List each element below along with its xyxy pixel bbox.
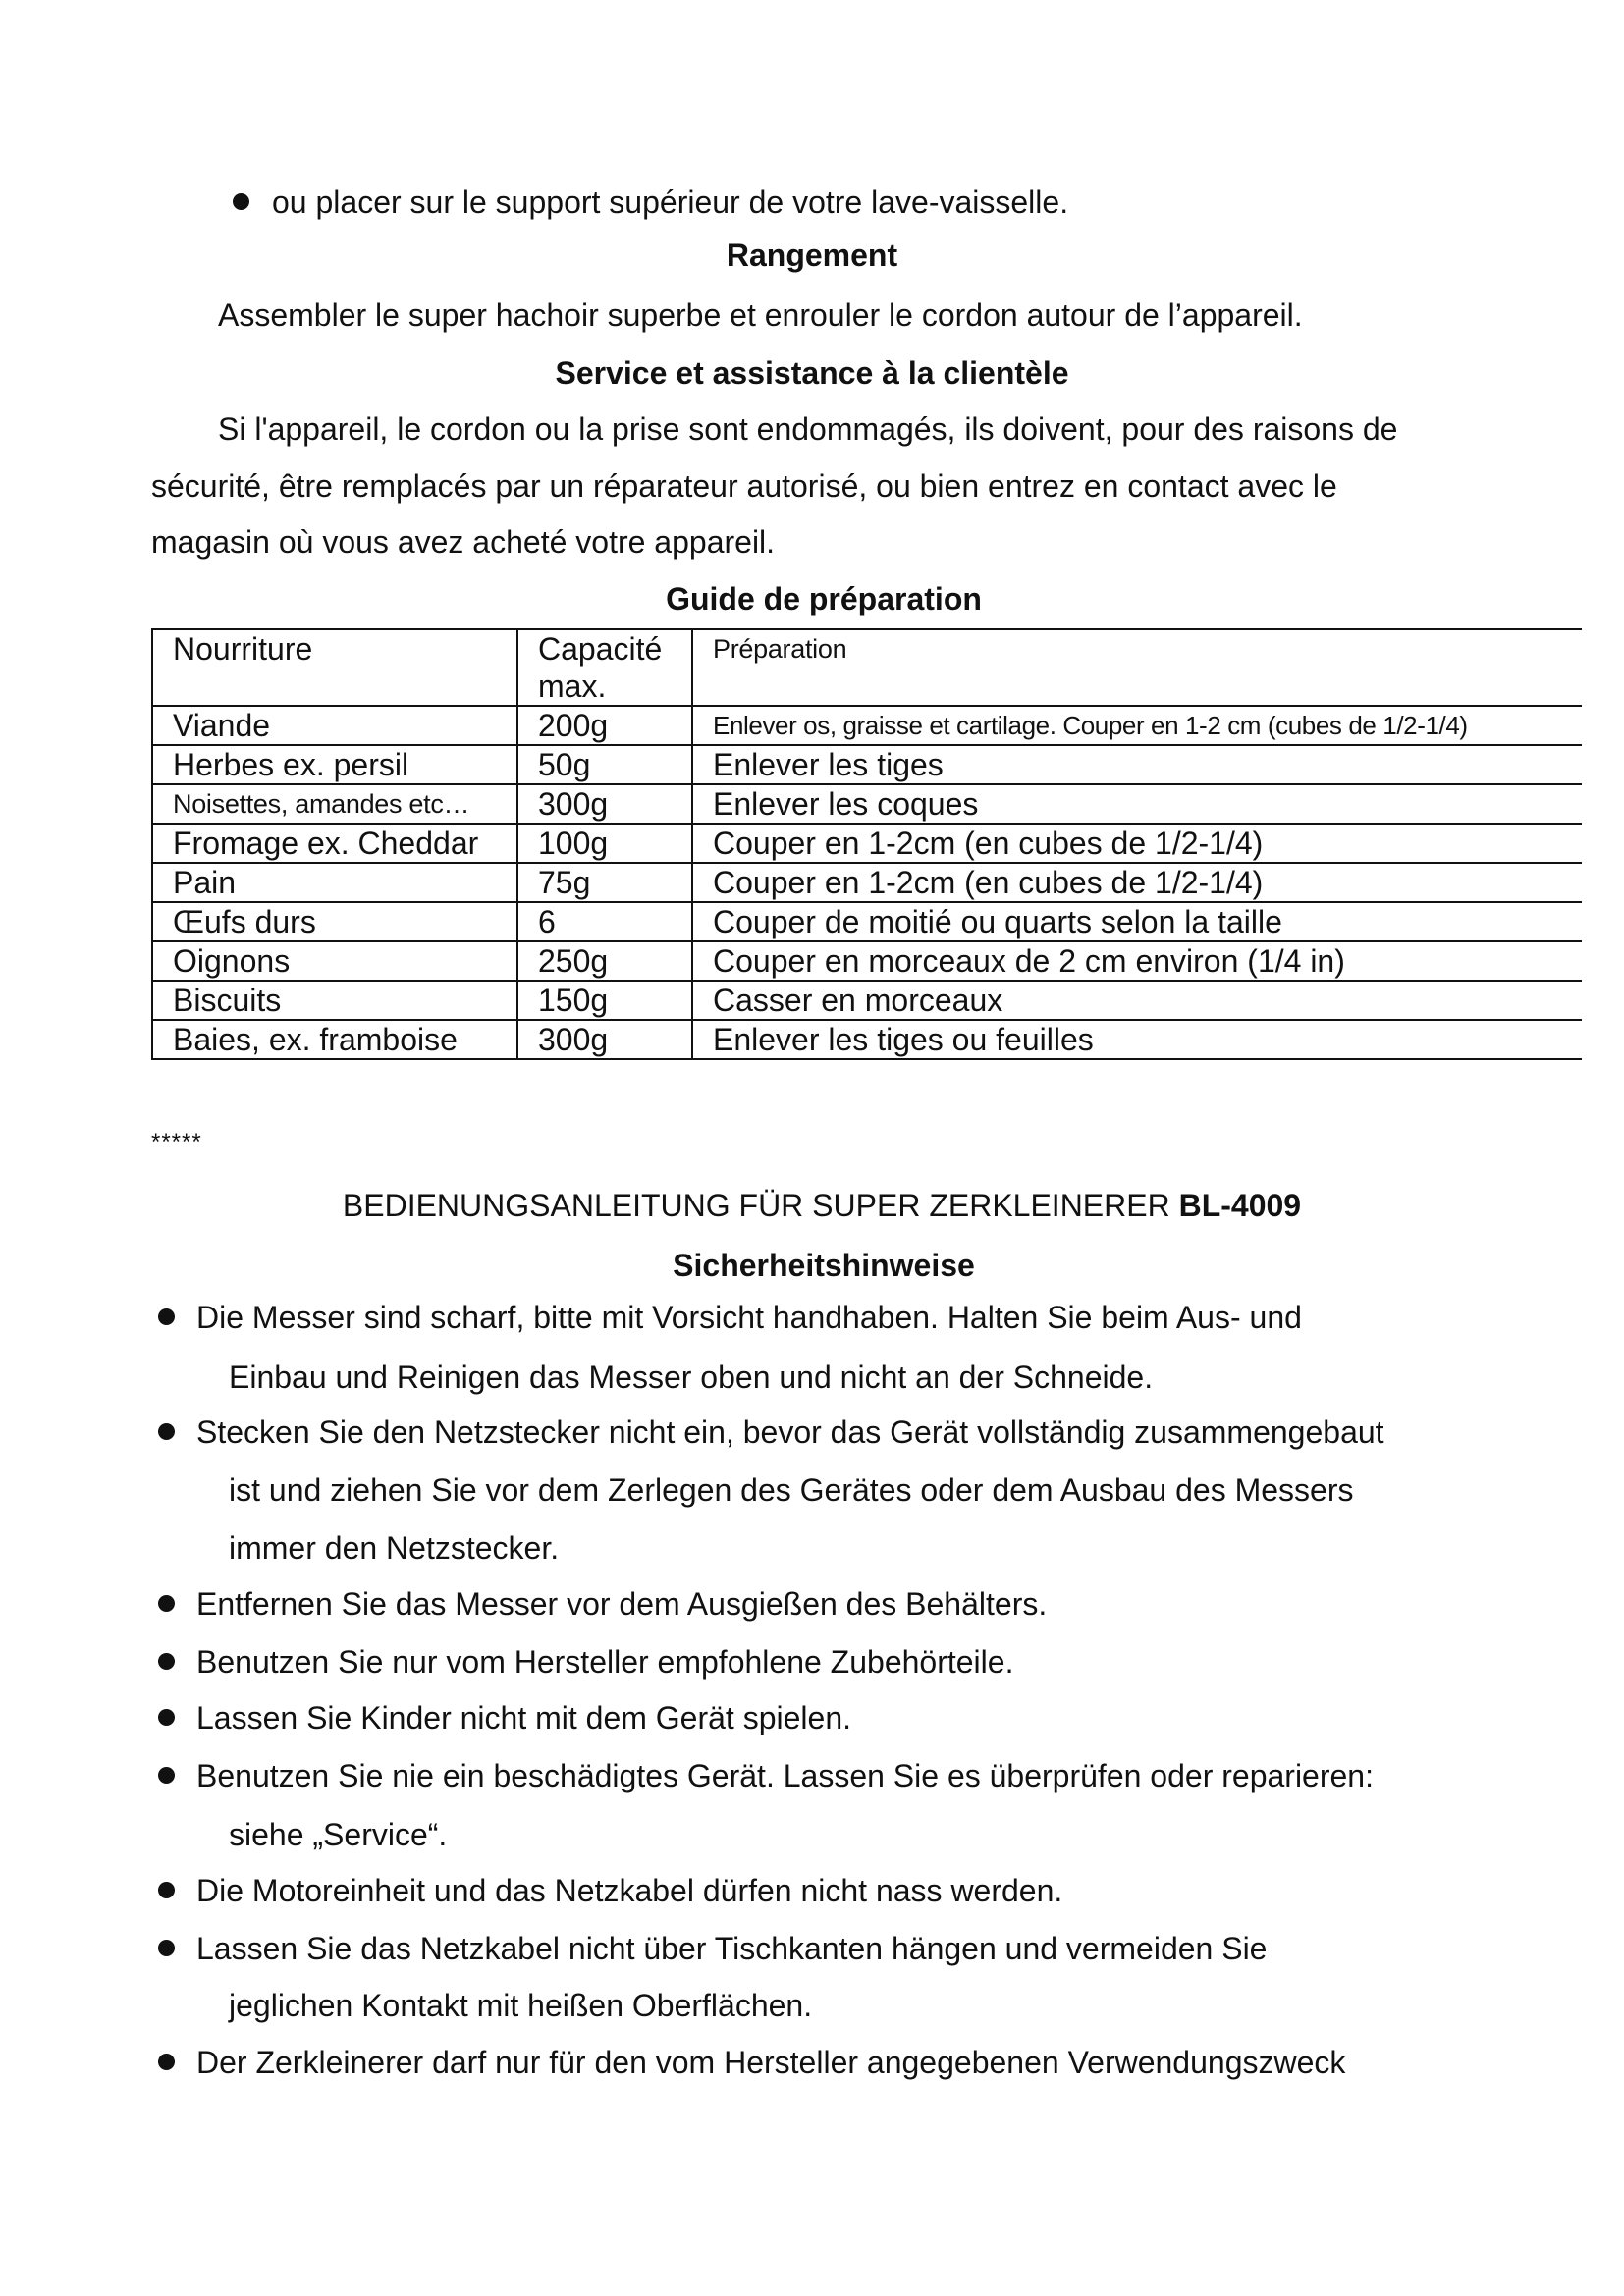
- cell-food: Oignons: [152, 941, 517, 981]
- cell-capacity: 150g: [517, 981, 692, 1020]
- rangement-text: Assembler le super hachoir superbe et enrouler le cordon autour de l’appareil.: [218, 297, 1303, 333]
- safety-bullet-8-line-2: jeglichen Kontakt mit heißen Oberflächen.: [229, 1988, 813, 2023]
- bullet-dot: [158, 1767, 175, 1784]
- table-row: [152, 784, 1582, 824]
- table-row: [152, 941, 1582, 981]
- safety-bullet-2-line-3: immer den Netzstecker.: [229, 1530, 560, 1566]
- service-line-2: sécurité, être remplacés par un réparateur autorisé, ou bien entrez en contact avec le: [151, 468, 1337, 504]
- section-separator: *****: [151, 1129, 202, 1155]
- cell-capacity: 250g: [517, 941, 692, 981]
- safety-bullet-9: Der Zerkleinerer darf nur für den vom Hersteller angegebenen Verwendungszweck: [196, 2045, 1346, 2080]
- cell-preparation: Couper en 1-2cm (en cubes de 1/2-1/4): [692, 863, 1582, 902]
- cell-capacity: 50g: [517, 745, 692, 784]
- bullet-dot: [158, 1423, 175, 1440]
- model-number: BL-4009: [1178, 1188, 1302, 1223]
- cell-preparation: Casser en morceaux: [692, 981, 1582, 1020]
- bullet-dot: [233, 193, 249, 210]
- manual-title-text: BEDIENUNGSANLEITUNG FÜR SUPER ZERKLEINERER: [342, 1188, 1170, 1223]
- rangement-title: Rangement: [726, 238, 898, 273]
- safety-title: Sicherheitshinweise: [673, 1248, 975, 1283]
- safety-bullet-4: Benutzen Sie nur vom Hersteller empfohlene Zubehörteile.: [196, 1644, 1014, 1680]
- table-row: [152, 824, 1582, 863]
- service-line-3: magasin où vous avez acheté votre appareil.: [151, 524, 776, 560]
- bullet-dot: [158, 1308, 175, 1325]
- service-line-1: Si l'appareil, le cordon ou la prise sont endommagés, ils doivent, pour des raisons de: [218, 411, 1398, 447]
- header-food: Nourriture: [152, 629, 517, 706]
- table-row: [152, 745, 1582, 784]
- cell-capacity: 6: [517, 902, 692, 941]
- bullet-dot: [158, 1653, 175, 1670]
- safety-bullet-3: Entfernen Sie das Messer vor dem Ausgießen des Behälters.: [196, 1586, 1048, 1622]
- cell-capacity: 300g: [517, 784, 692, 824]
- table-row: [152, 706, 1582, 745]
- cell-food: Herbes ex. persil: [152, 745, 517, 784]
- safety-bullet-1-line-1: Die Messer sind scharf, bitte mit Vorsicht handhaben. Halten Sie beim Aus- und: [196, 1300, 1302, 1335]
- preparation-table: [151, 628, 1582, 1060]
- header-capacity: [517, 629, 692, 706]
- cell-capacity: 75g: [517, 863, 692, 902]
- safety-bullet-2-line-2: ist und ziehen Sie vor dem Zerlegen des Gerätes oder dem Ausbau des Messers: [229, 1472, 1354, 1508]
- manual-title: [10, 1186, 1624, 1225]
- table-row: [152, 863, 1582, 902]
- cell-food: Fromage ex. Cheddar: [152, 824, 517, 863]
- cell-food: Viande: [152, 706, 517, 745]
- fr-bullet-dishwasher: ou placer sur le support supérieur de votre lave-vaisselle.: [272, 185, 1069, 220]
- cell-preparation: Couper en 1-2cm (en cubes de 1/2-1/4): [692, 824, 1582, 863]
- table-header-row: [152, 629, 1582, 706]
- bullet-dot: [158, 1940, 175, 1956]
- safety-bullet-6-line-1: Benutzen Sie nie ein beschädigtes Gerät. Lassen Sie es überprüfen oder reparieren:: [196, 1758, 1374, 1793]
- bullet-dot: [158, 1595, 175, 1612]
- cell-preparation: Enlever les tiges: [692, 745, 1582, 784]
- table-row: [152, 1020, 1582, 1059]
- cell-capacity: 300g: [517, 1020, 692, 1059]
- header-preparation: Préparation: [692, 629, 1582, 706]
- cell-food: Biscuits: [152, 981, 517, 1020]
- table-row: [152, 981, 1582, 1020]
- cell-preparation: Couper en morceaux de 2 cm environ (1/4 in): [692, 941, 1582, 981]
- cell-food: Pain: [152, 863, 517, 902]
- header-capacity-line2: max.: [538, 668, 607, 704]
- cell-food: Baies, ex. framboise: [152, 1020, 517, 1059]
- cell-food: Œufs durs: [152, 902, 517, 941]
- safety-bullet-2-line-1: Stecken Sie den Netzstecker nicht ein, bevor das Gerät vollständig zusammengebaut: [196, 1415, 1384, 1450]
- bullet-dot: [158, 1882, 175, 1898]
- bullet-dot: [158, 1709, 175, 1726]
- table-row: [152, 902, 1582, 941]
- safety-bullet-1-line-2: Einbau und Reinigen das Messer oben und nicht an der Schneide.: [229, 1360, 1154, 1395]
- safety-bullet-8-line-1: Lassen Sie das Netzkabel nicht über Tischkanten hängen und vermeiden Sie: [196, 1931, 1268, 1966]
- cell-preparation: Enlever les coques: [692, 784, 1582, 824]
- service-title: Service et assistance à la clientèle: [555, 355, 1069, 391]
- safety-bullet-6-line-2: siehe „Service“.: [229, 1817, 448, 1852]
- cell-capacity: 200g: [517, 706, 692, 745]
- safety-bullet-5: Lassen Sie Kinder nicht mit dem Gerät spielen.: [196, 1700, 851, 1735]
- cell-preparation: Enlever les tiges ou feuilles: [692, 1020, 1582, 1059]
- cell-preparation: Enlever os, graisse et cartilage. Couper en 1-2 cm (cubes de 1/2-1/4): [692, 706, 1582, 745]
- safety-bullet-7: Die Motoreinheit und das Netzkabel dürfen nicht nass werden.: [196, 1873, 1063, 1908]
- cell-capacity: 100g: [517, 824, 692, 863]
- cell-preparation: Couper de moitié ou quarts selon la taille: [692, 902, 1582, 941]
- bullet-dot: [158, 2054, 175, 2070]
- header-capacity-line1: Capacité: [538, 631, 663, 667]
- cell-food: Noisettes, amandes etc…: [152, 784, 517, 824]
- guide-title: Guide de préparation: [666, 581, 982, 616]
